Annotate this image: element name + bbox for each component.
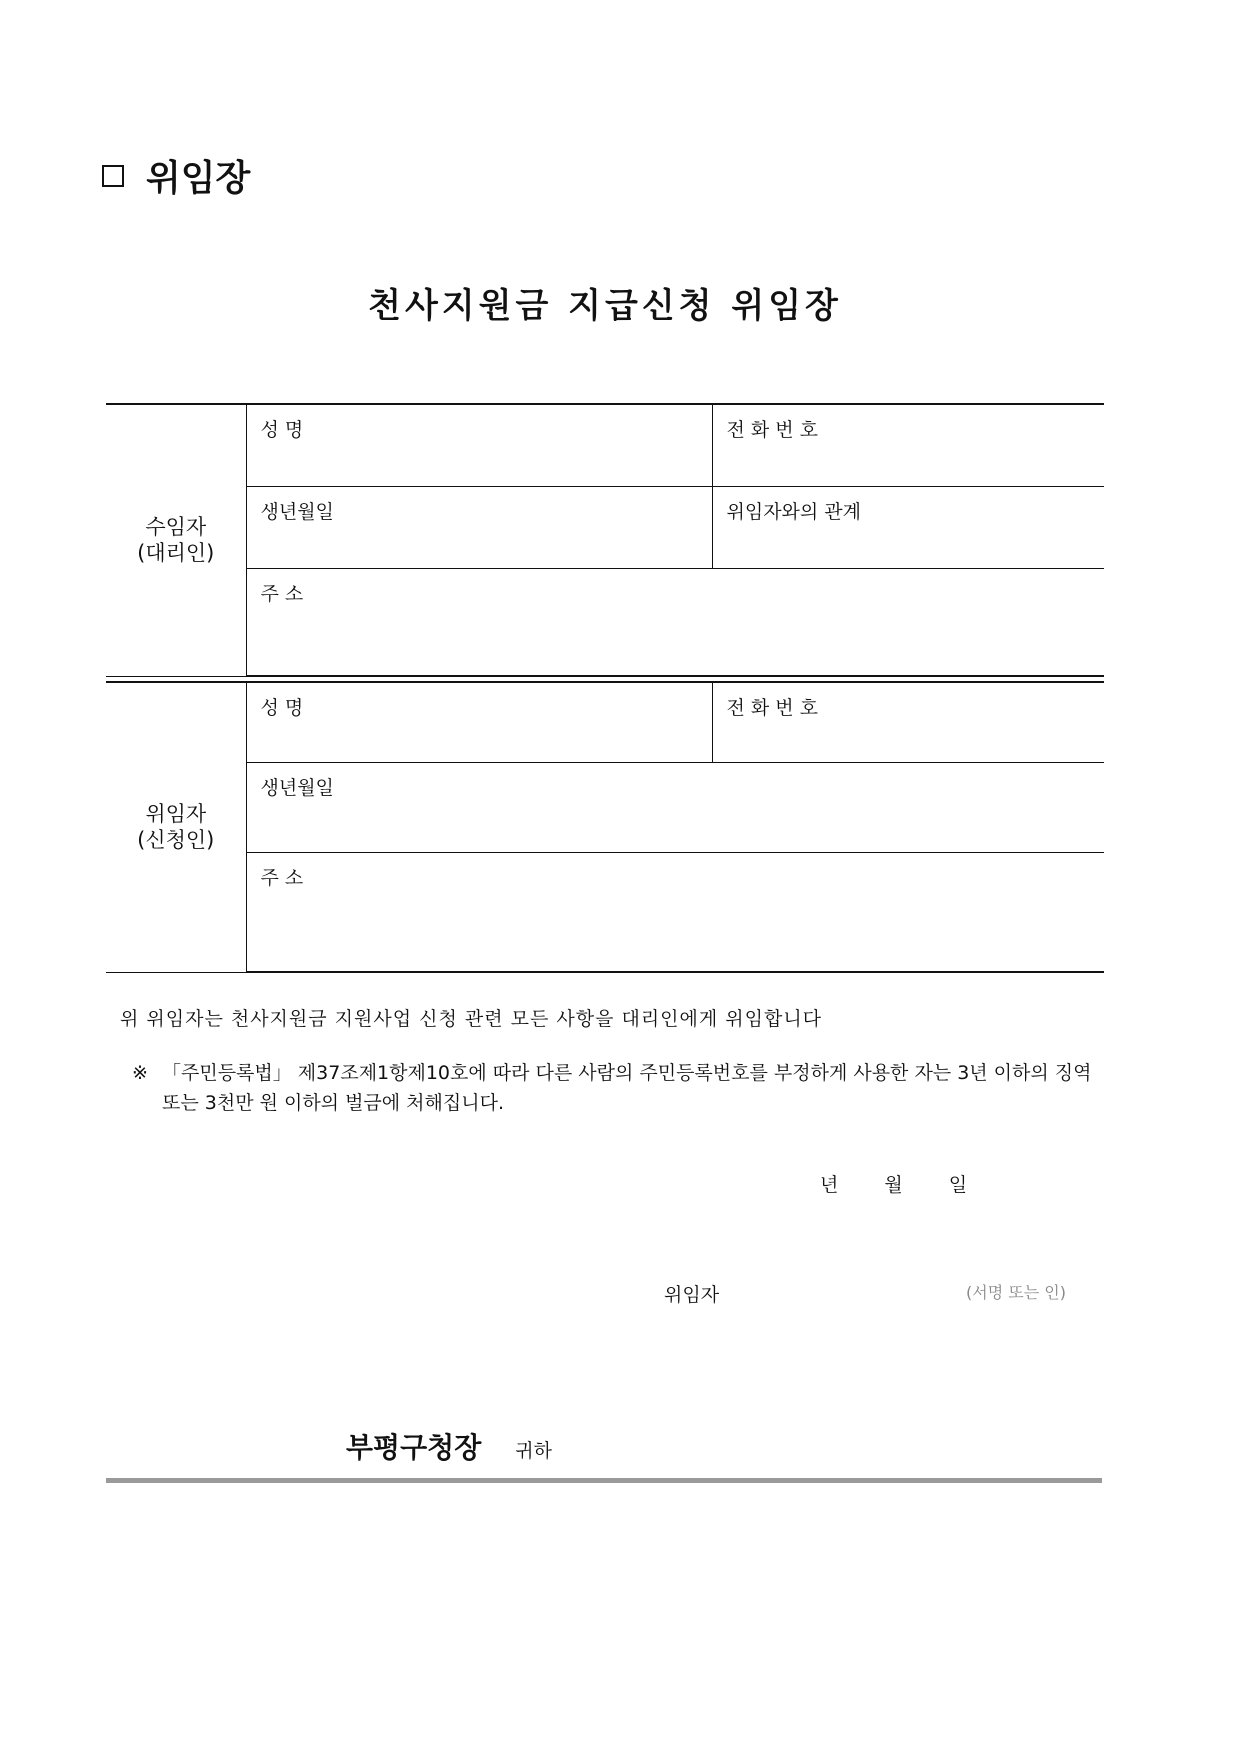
agent-address-field[interactable]: 주 소 [246, 568, 1104, 676]
agent-phone-field[interactable]: 전 화 번 호 [712, 404, 1104, 486]
checkbox-icon [102, 165, 124, 187]
section-heading-text: 위임장 [146, 158, 251, 199]
addressee [346, 1426, 552, 1466]
addressee-org: 부평구청장 [346, 1431, 482, 1464]
legal-notice-text: 「주민등록법」 제37조제1항제10호에 따라 다른 사람의 주민등록번호를 부정하게 사용한 자는 3년 이하의 징역 또는 3천만 원 이하의 벌금에 처해집니다. [162, 1062, 1092, 1114]
agent-name-field[interactable]: 성 명 [246, 404, 712, 486]
addressee-honorific: 귀하 [515, 1440, 552, 1462]
delegation-statement: 위 위임자는 천사지원금 지원사업 신청 관련 모든 사항을 대리인에게 위임합니다 [120, 1008, 823, 1030]
principal-group-label: 위임자 (신청인) [106, 682, 246, 972]
signature-label: 위임자 [664, 1284, 720, 1306]
signature-hint[interactable]: (서명 또는 인) [966, 1283, 1066, 1302]
principal-address-field[interactable]: 주 소 [246, 852, 1104, 972]
agent-group-label: 수임자 (대리인) [106, 404, 246, 676]
date-month[interactable]: 월 [884, 1174, 903, 1196]
agent-relation-field[interactable]: 위임자와의 관계 [712, 486, 1104, 568]
principal-birth-field[interactable]: 생년월일 [246, 762, 1104, 852]
agent-table [106, 403, 1104, 677]
principal-phone-field[interactable]: 전 화 번 호 [712, 682, 1104, 762]
legal-notice [132, 1058, 1100, 1118]
section-heading [102, 150, 250, 201]
date-day[interactable]: 일 [948, 1174, 968, 1196]
bottom-divider [106, 1478, 1102, 1483]
principal-name-field[interactable]: 성 명 [246, 682, 712, 762]
agent-birth-field[interactable]: 생년월일 [246, 486, 712, 568]
principal-table [106, 681, 1104, 973]
page-title: 천사지원금 지급신청 위임장 [368, 286, 842, 326]
date-year[interactable]: 년 [820, 1174, 839, 1196]
date-line [820, 1170, 967, 1197]
reference-mark-icon: ※ [132, 1062, 148, 1084]
